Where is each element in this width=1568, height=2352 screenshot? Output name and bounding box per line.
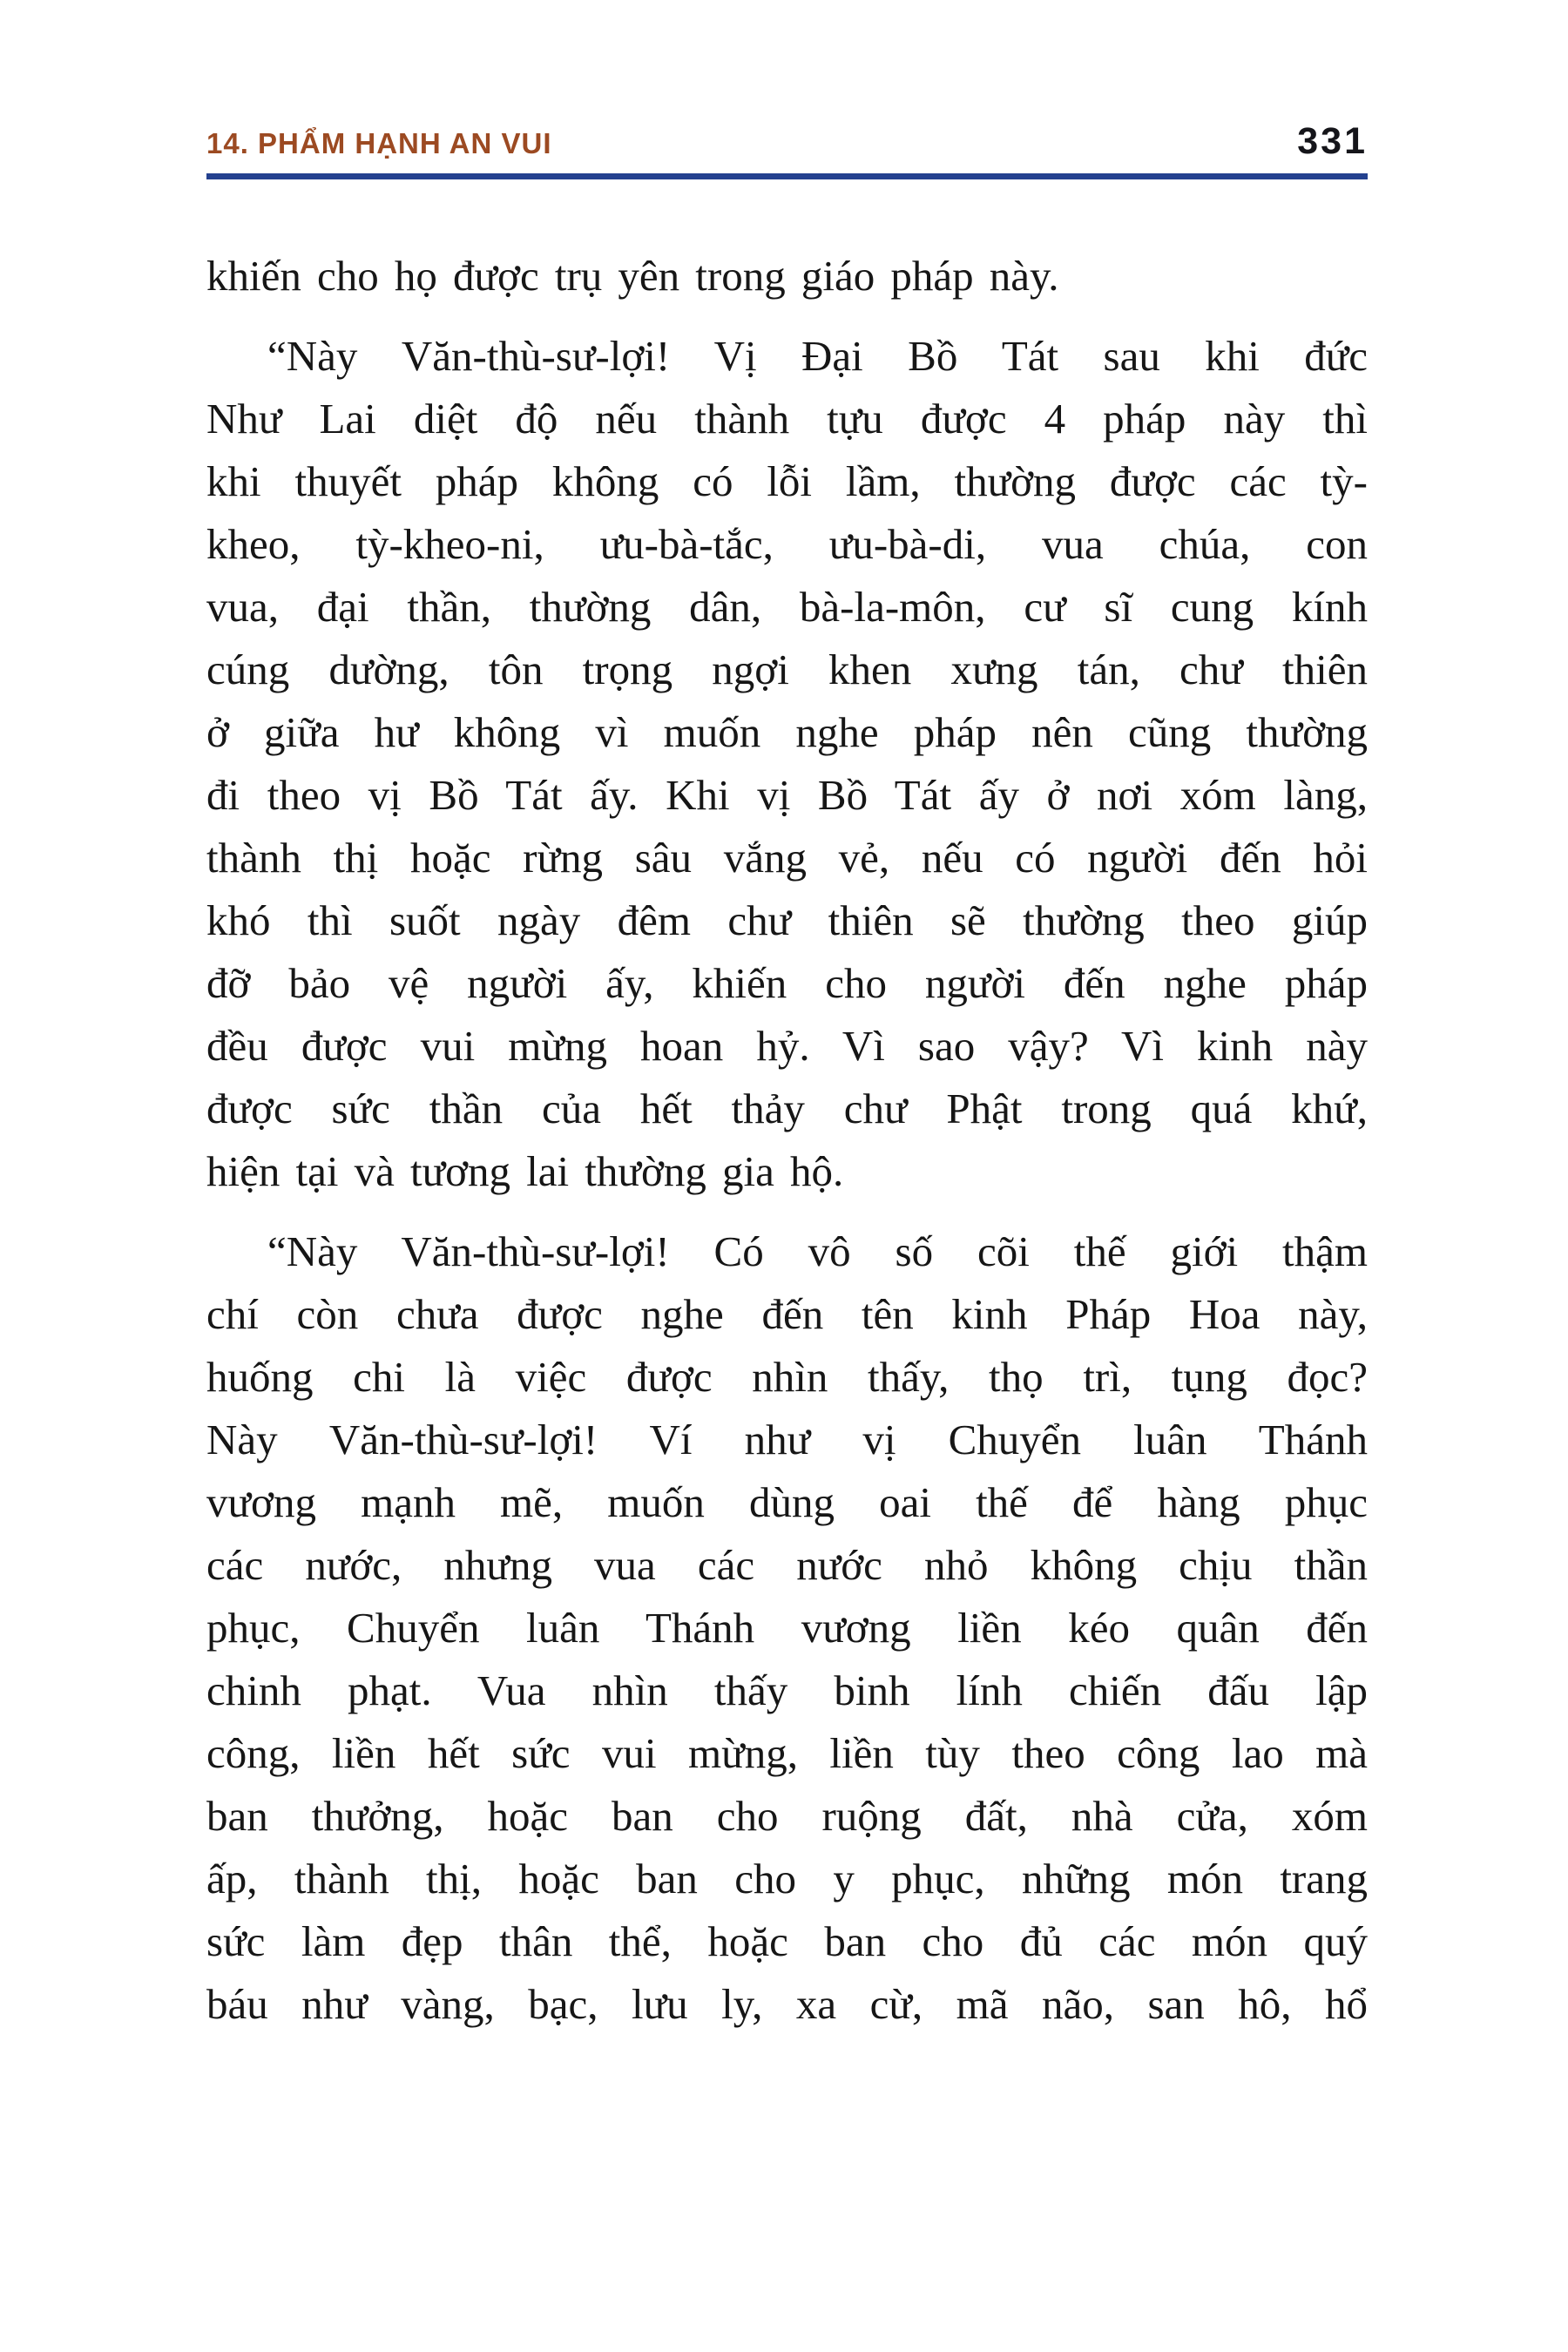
text-line: cúng dường, tôn trọng ngợi khen xưng tán, chư thiên — [206, 645, 1368, 693]
paragraph — [206, 245, 1368, 308]
text-line: đi theo vị Bồ Tát ấy. Khi vị Bồ Tát ấy ở nơi xóm làng, — [206, 771, 1368, 819]
text-line: sức làm đẹp thân thể, hoặc ban cho đủ các món quý — [206, 1917, 1368, 1965]
chapter-title: 14. PHẨM HẠNH AN VUI — [206, 127, 552, 159]
paragraph — [206, 325, 1368, 1203]
text-line: ấp, thành thị, hoặc ban cho y phục, những món trang — [206, 1855, 1368, 1903]
page-header — [206, 120, 1368, 163]
text-line: “Này Văn-thù-sư-lợi! Có vô số cõi thế giới thậm — [267, 1227, 1368, 1275]
text-line: được sức thần của hết thảy chư Phật trong quá khứ, — [206, 1085, 1368, 1132]
text-line: huống chi là việc được nhìn thấy, thọ trì, tụng đọc? — [206, 1353, 1368, 1401]
text-line: các nước, nhưng vua các nước nhỏ không chịu thần — [206, 1541, 1368, 1589]
text-line: khó thì suốt ngày đêm chư thiên sẽ thường theo giúp — [206, 896, 1368, 944]
text-line: chinh phạt. Vua nhìn thấy binh lính chiến đấu lập — [206, 1666, 1368, 1714]
body-text — [206, 245, 1368, 2036]
text-line: phục, Chuyển luân Thánh vương liền kéo quân đến — [206, 1604, 1368, 1652]
text-line: công, liền hết sức vui mừng, liền tùy theo công lao mà — [206, 1729, 1368, 1777]
text-line: khiến cho họ được trụ yên trong giáo pháp này. — [206, 252, 1059, 300]
text-line: Như Lai diệt độ nếu thành tựu được 4 pháp này thì — [206, 395, 1368, 443]
page-number: 331 — [1297, 120, 1368, 162]
text-line: chí còn chưa được nghe đến tên kinh Pháp Hoa này, — [206, 1290, 1368, 1338]
paragraph — [206, 1220, 1368, 2036]
text-line: ban thưởng, hoặc ban cho ruộng đất, nhà cửa, xóm — [206, 1792, 1368, 1840]
text-line: thành thị hoặc rừng sâu vắng vẻ, nếu có người đến hỏi — [206, 834, 1368, 882]
text-line: Này Văn-thù-sư-lợi! Ví như vị Chuyển luân Thánh — [206, 1416, 1368, 1463]
text-line: đều được vui mừng hoan hỷ. Vì sao vậy? Vì kinh này — [206, 1022, 1368, 1070]
text-line: kheo, tỳ-kheo-ni, ưu-bà-tắc, ưu-bà-di, vua chúa, con — [206, 520, 1368, 568]
text-line: “Này Văn-thù-sư-lợi! Vị Đại Bồ Tát sau khi đức — [267, 332, 1368, 380]
text-line: khi thuyết pháp không có lỗi lầm, thường được các tỳ- — [206, 457, 1368, 505]
text-line: đỡ bảo vệ người ấy, khiến cho người đến nghe pháp — [206, 959, 1368, 1007]
text-line: vua, đại thần, thường dân, bà-la-môn, cư sĩ cung kính — [206, 583, 1368, 631]
text-line: hiện tại và tương lai thường gia hộ. — [206, 1147, 844, 1195]
text-line: ở giữa hư không vì muốn nghe pháp nên cũng thường — [206, 708, 1368, 756]
text-line: báu như vàng, bạc, lưu ly, xa cừ, mã não, san hô, hổ — [206, 1980, 1368, 2028]
header-divider-rule — [206, 173, 1368, 179]
text-line: vương mạnh mẽ, muốn dùng oai thế để hàng phục — [206, 1478, 1368, 1526]
